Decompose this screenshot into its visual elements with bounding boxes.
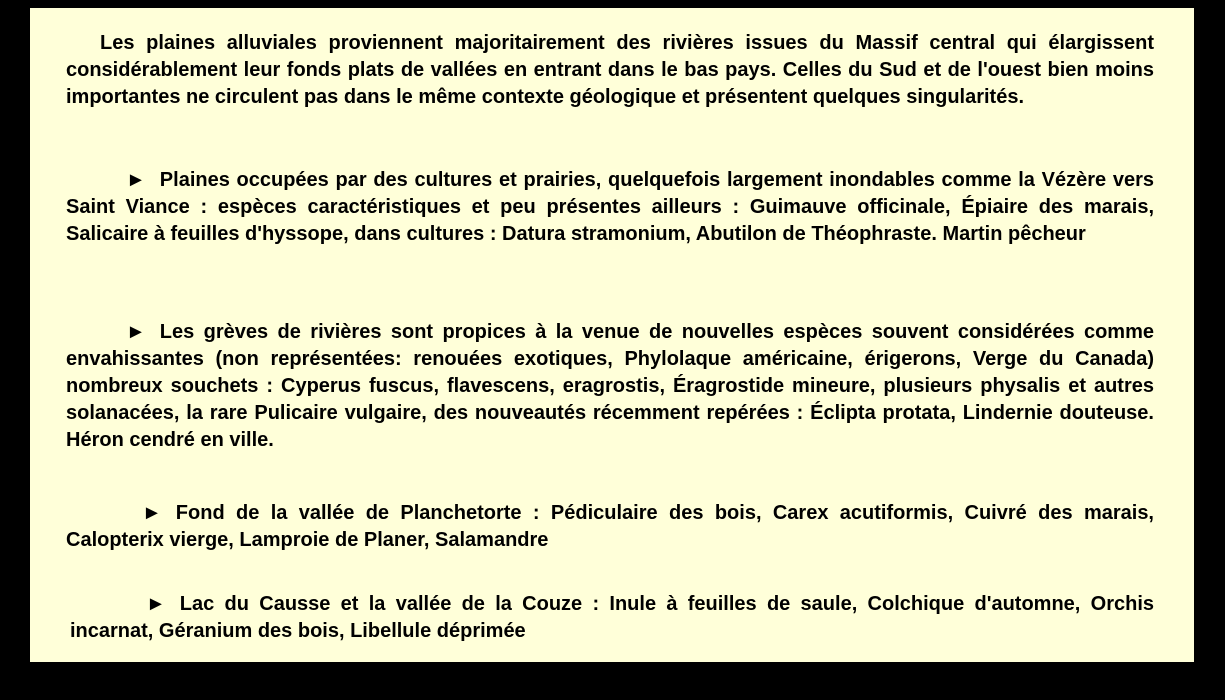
- lac-text: Lac du Causse et la vallée de la Couze : Inule à feuilles de saule, Colchique d'automne, Orchis incarnat, Géranium des bois, Libellule déprimée: [70, 593, 1154, 642]
- greves-paragraph: [66, 319, 1154, 454]
- triangle-bullet-icon: ►: [126, 169, 146, 191]
- intro-paragraph: [66, 30, 1154, 111]
- fond-paragraph: [66, 500, 1154, 554]
- text-panel: [30, 8, 1194, 662]
- plaines-paragraph: [66, 167, 1154, 248]
- fond-text: Fond de la vallée de Planchetorte : Pédiculaire des bois, Carex acutiformis, Cuivré des marais, Calopterix vierge, Lamproie de Planer, Salamandre: [66, 502, 1154, 551]
- intro-text: Les plaines alluviales proviennent majoritairement des rivières issues du Massif central qui élargissent considérablement leur fonds plats de vallées en entrant dans le bas pays. Celles du Sud et de l'ouest bien moins importantes ne circulent pas dans le même contexte géologique et présentent quelques singularités.: [66, 32, 1154, 108]
- triangle-bullet-icon: ►: [142, 502, 162, 524]
- lac-paragraph: [70, 591, 1154, 645]
- triangle-bullet-icon: ►: [146, 593, 166, 615]
- triangle-bullet-icon: ►: [126, 321, 146, 343]
- greves-text: Les grèves de rivières sont propices à la venue de nouvelles espèces souvent considérées comme envahissantes (non représentées: renouées exotiques, Phylolaque américaine, érigerons, Verge du Canada) nombreux souchets : Cyperus fuscus, flavescens, eragrostis, Éragrostide mineure, plusieurs physalis et autres solanacées, la rare Pulicaire vulgaire, des nouveautés récemment repérées : Éclipta protata, Lindernie douteuse. Héron cendré en ville.: [66, 321, 1154, 451]
- plaines-text: Plaines occupées par des cultures et prairies, quelquefois largement inondables comme la Vézère vers Saint Viance : espèces caractéristiques et peu présentes ailleurs : Guimauve officinale, Épiaire des marais, Salicaire à feuilles d'hyssope, dans cultures : Datura stramonium, Abutilon de Théophraste. Martin pêcheur: [66, 169, 1154, 245]
